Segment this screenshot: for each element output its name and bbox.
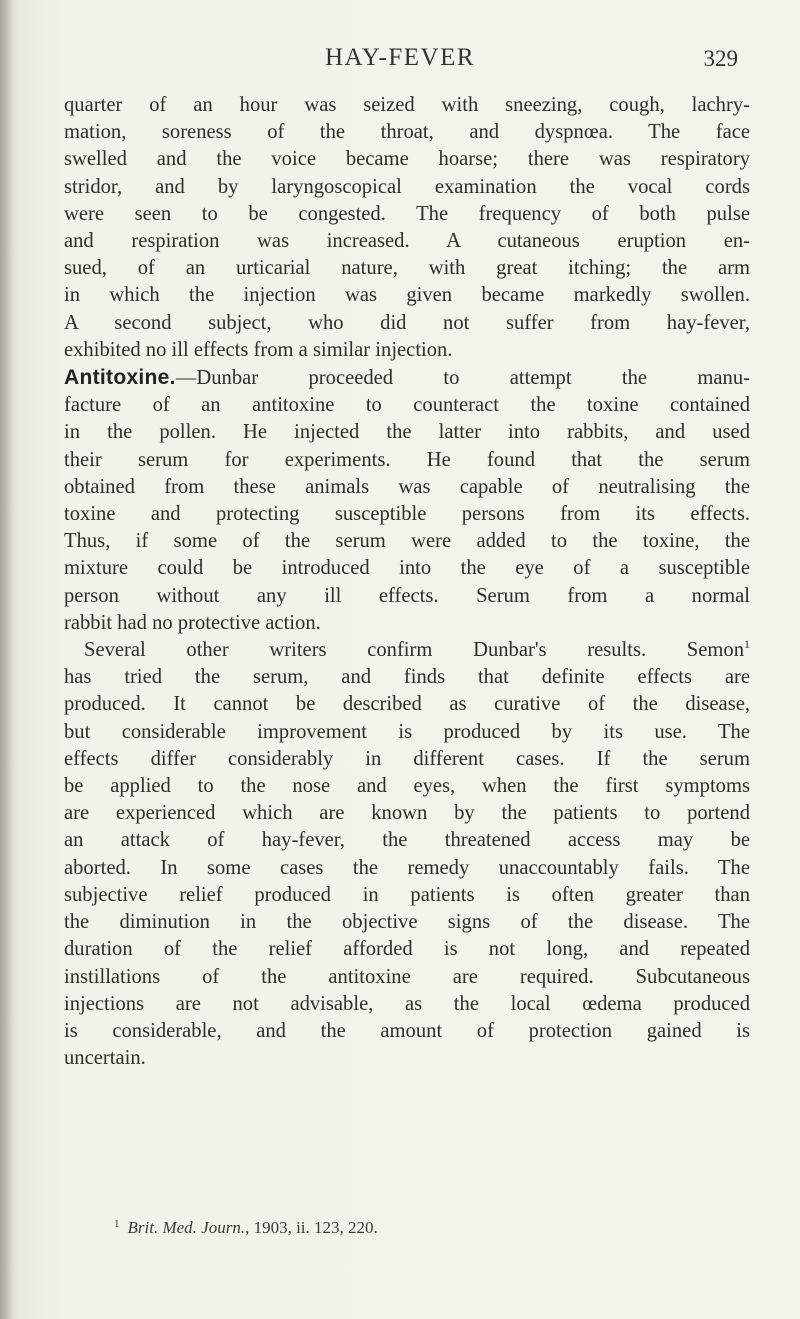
text-line: uncertain. (64, 1047, 146, 1070)
text-line: sued, of an urticarial nature, with great itching; the arm (64, 257, 750, 280)
footnote (114, 1218, 378, 1238)
paragraph-2 (64, 364, 750, 637)
text-line: swelled and the voice became hoarse; there was respiratory (64, 148, 750, 171)
text-line: effects differ considerably in different cases. If the serum (64, 747, 750, 770)
text-line: be applied to the nose and eyes, when the first symptoms (64, 775, 750, 798)
paragraph-1 (64, 92, 750, 364)
heading-continuation: —Dunbar proceeded to attempt the manu- (175, 367, 750, 390)
text-line: is considerable, and the amount of protection gained is (64, 1019, 750, 1042)
paragraph-3-first: Several other writers confirm Dunbar's results. Semon (84, 639, 744, 662)
text-line: stridor, and by laryngoscopical examination the vocal cords (64, 175, 750, 198)
page-header (0, 44, 800, 84)
text-line: subjective relief produced in patients is often greater than (64, 883, 750, 906)
text-line: quarter of an hour was seized with sneezing, cough, lachry- (64, 94, 750, 116)
text-line: in which the injection was given became markedly swollen. (64, 284, 750, 307)
footnote-citation: , 1903, ii. 123, 220. (245, 1218, 378, 1237)
text-line: the diminution in the objective signs of the disease. The (64, 911, 750, 934)
text-line (64, 364, 750, 392)
text-line: aborted. In some cases the remedy unaccountably fails. The (64, 856, 750, 879)
paragraph-3 (64, 637, 750, 1072)
text-line: facture of an antitoxine to counteract the toxine contained (64, 394, 750, 417)
text-line: but considerable improvement is produced by its use. The (64, 720, 750, 743)
text-line: Thus, if some of the serum were added to the toxine, the (64, 530, 750, 553)
text-line: and respiration was increased. A cutaneous eruption en- (64, 230, 750, 253)
text-line: injections are not advisable, as the local œdema produced (64, 992, 750, 1015)
text-line: exhibited no ill effects from a similar injection. (64, 338, 453, 361)
footnote-mark: 1 (114, 1218, 120, 1230)
text-line: mation, soreness of the throat, and dyspnœa. The face (64, 121, 750, 144)
text-line: were seen to be congested. The frequency of both pulse (64, 202, 750, 225)
spine-shadow (0, 0, 14, 1319)
text-line: an attack of hay-fever, the threatened access may be (64, 829, 750, 852)
text-line: obtained from these animals was capable of neutralising the (64, 475, 750, 498)
section-heading: Antitoxine. (64, 366, 176, 390)
text-line: their serum for experiments. He found that the serum (64, 448, 750, 471)
text-line: has tried the serum, and finds that definite effects are (64, 666, 750, 689)
text-line: mixture could be introduced into the eye of a susceptible (64, 557, 750, 580)
text-line: instillations of the antitoxine are required. Subcutaneous (64, 965, 750, 988)
body-text (64, 92, 750, 1072)
footnote-reference: 1 (744, 637, 750, 652)
text-line: in the pollen. He injected the latter into rabbits, and used (64, 421, 750, 444)
text-line: A second subject, who did not suffer from hay-fever, (64, 311, 750, 334)
footnote-journal: Brit. Med. Journ. (127, 1218, 246, 1237)
text-line: duration of the relief afforded is not long, and repeated (64, 938, 750, 961)
running-title: HAY-FEVER (324, 44, 476, 71)
text-line (64, 637, 750, 664)
text-line: toxine and protecting susceptible persons from its effects. (64, 503, 750, 526)
page-number: 329 (703, 46, 738, 71)
text-line: are experienced which are known by the patients to portend (64, 802, 750, 825)
text-line: person without any ill effects. Serum from a normal (64, 584, 750, 607)
text-line: produced. It cannot be described as curative of the disease, (64, 693, 750, 716)
text-line: rabbit had no protective action. (64, 611, 321, 634)
